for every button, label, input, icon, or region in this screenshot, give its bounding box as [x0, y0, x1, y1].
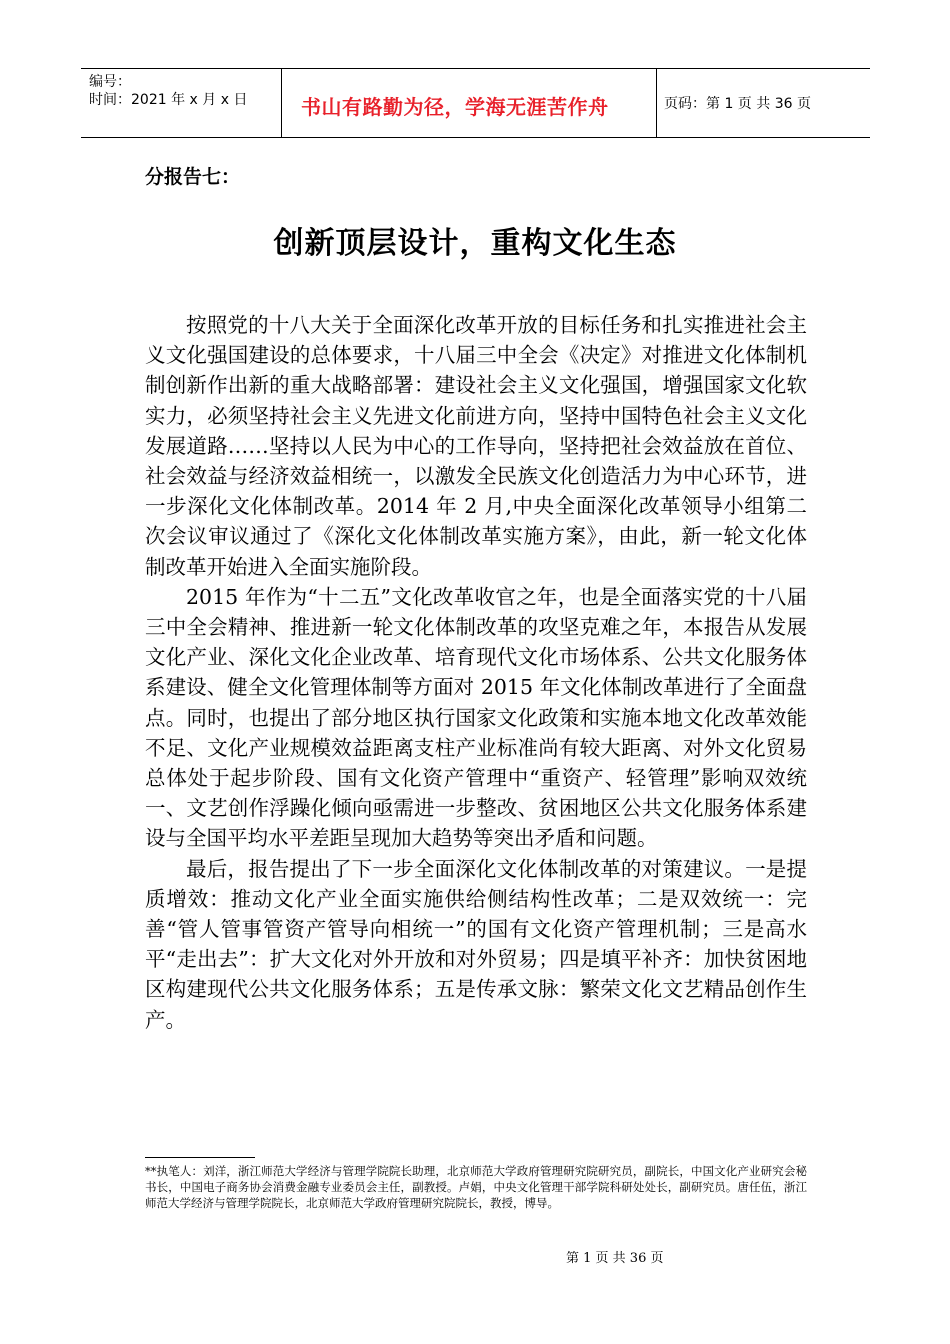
footnote-divider	[145, 1157, 255, 1158]
header-motto-cell	[281, 69, 657, 137]
paragraph: 2015 年作为“十二五”文化改革收官之年，也是全面落实党的十八届三中全会精神、推进新一轮文化体制改革的攻坚克难之年，本报告从发展文化产业、深化文化企业改革、培育现代文化市场体系、公共文化服务体系建设、健全文化管理体制等方面对 2015 年文化体制改革进行了全面盘点。同时，也提出了部分地区执行国家文化政策和实施本地文化改革效能不足、文化产业规模效益距离支柱产业标准尚有较大距离、对外文化贸易总体处于起步阶段、国有文化资产管理中“重资产、轻管理”影响双效统一、文艺创作浮躁化倾向亟需进一步整改、贫困地区公共文化服务体系建设与全国平均水平差距呈现加大趋势等突出矛盾和问题。	[145, 584, 807, 851]
section-label: 分报告七：	[145, 166, 241, 188]
footnote: **执笔人：刘洋，浙江师范大学经济与管理学院院长助理，北京师范大学政府管理研究院研究员，副院长，中国文化产业研究会秘书长，中国电子商务协会消费金融专业委员会主任，副教授。卢娟，中央文化管理干部学院科研处处长，副研究员。唐任伍，浙江师范大学经济与管理学院院长，北京师范大学政府管理研究院院长，教授，博导。	[145, 1164, 807, 1210]
document-title: 创新顶层设计，重构文化生态	[273, 226, 677, 261]
page-number-footer: 第 1 页 共 36 页	[566, 1251, 664, 1266]
document-number-label: 编号：	[89, 74, 131, 90]
paragraph: 最后，报告提出了下一步全面深化文化体制改革的对策建议。一是提质增效：推动文化产业全面实施供给侧结构性改革；二是双效统一：完善“管人管事管资产管导向相统一”的国有文化资产管理机制；三是高水平“走出去”：扩大文化对外开放和对外贸易；四是填平补齐：加快贫困地区构建现代公共文化服务体系；五是传承文脉：繁荣文化文艺精品创作生产。	[145, 856, 807, 1032]
paragraph: 按照党的十八大关于全面深化改革开放的目标任务和扎实推进社会主义文化强国建设的总体要求，十八届三中全会《决定》对推进文化体制机制创新作出新的重大战略部署：建设社会主义文化强国，增强国家文化软实力，必须坚持社会主义先进文化前进方向，坚持中国特色社会主义文化发展道路……坚持以人民为中心的工作导向，坚持把社会效益放在首位、社会效益与经济效益相统一，以激发全民族文化创造活力为中心环节，进一步深化文化体制改革。2014 年 2 月,中央全面深化改革领导小组第二次会议审议通过了《深化文化体制改革实施方案》，由此，新一轮文化体制改革开始进入全面实施阶段。	[145, 313, 807, 579]
header-meta	[81, 69, 282, 137]
header-page-info: 页码：第 1 页 共 36 页	[664, 96, 811, 112]
document-date: 时间：2021 年 x 月 x 日	[89, 92, 248, 108]
page-header	[81, 68, 870, 138]
body-text	[145, 310, 807, 1035]
header-motto: 书山有路勤为径，学海无涯苦作舟	[301, 95, 609, 119]
